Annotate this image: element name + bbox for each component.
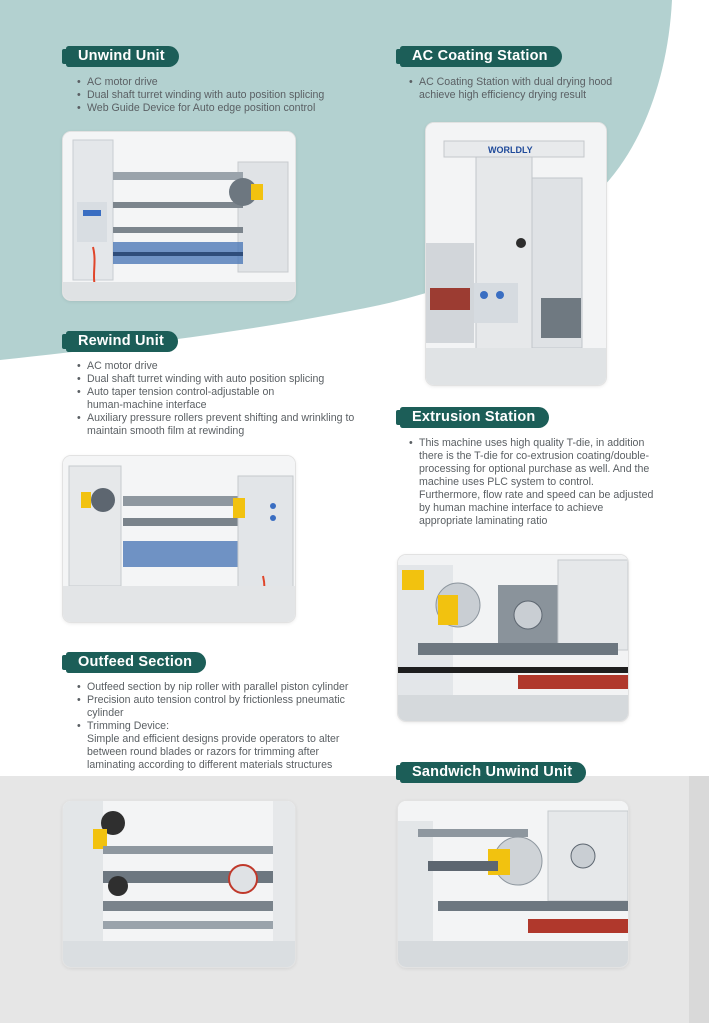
unwind-unit-photo (63, 132, 295, 300)
list-item: • Dual shaft turret winding with auto position splicing (77, 373, 367, 386)
unwind-unit-bullets (77, 76, 357, 115)
rewind-unit-title: Rewind Unit (66, 331, 178, 352)
list-item: • Web Guide Device for Auto edge position control (77, 102, 357, 115)
list-item: • AC motor drive (77, 76, 357, 89)
rewind-unit-photo (63, 456, 295, 622)
list-item: • This machine uses high quality T-die, in addition there is the T-die for co-extrusion coating/double-processing for optional purchase as well. And the machine uses PLC system to control. Furthermore, flow rate and speed can be adjusted by human machine interface to achieve appropriate laminating ratio (409, 437, 657, 528)
ac-coating-station-title: AC Coating Station (400, 46, 562, 67)
extrusion-station-bullets (409, 437, 657, 528)
sandwich-unwind-unit-photo (398, 801, 628, 967)
outfeed-section-title: Outfeed Section (66, 652, 206, 673)
outfeed-section-photo (63, 801, 295, 967)
ac-coating-station-photo (426, 123, 606, 385)
list-item: • AC motor drive (77, 360, 367, 373)
ac-coating-station-bullets (409, 76, 629, 102)
list-item: • Auto taper tension control-adjustable on human-machine interface (77, 386, 297, 412)
sandwich-unwind-unit-title: Sandwich Unwind Unit (400, 762, 586, 783)
rewind-unit-bullets (77, 360, 367, 438)
trimming-device-description: Simple and efficient designs provide operators to alter between round blades or razors for trimming after laminating according to different materials structures (87, 733, 340, 771)
list-item: • Outfeed section by nip roller with parallel piston cylinder (77, 681, 367, 694)
list-item: • Auxiliary pressure rollers prevent shifting and wrinkling to maintain smooth film at rewinding (77, 412, 367, 438)
outfeed-section-bullets (77, 681, 367, 733)
list-item: • Precision auto tension control by frictionless pneumatic cylinder (77, 694, 367, 720)
list-item: • Dual shaft turret winding with auto position splicing (77, 89, 357, 102)
extrusion-station-photo (398, 555, 628, 721)
list-item: • AC Coating Station with dual drying hood achieve high efficiency drying result (409, 76, 629, 102)
list-item: • Trimming Device: (77, 720, 367, 733)
worldly-logo-text: WORLDLY (488, 145, 533, 155)
extrusion-station-title: Extrusion Station (400, 407, 549, 428)
unwind-unit-title: Unwind Unit (66, 46, 179, 67)
gray-side-strip (689, 776, 709, 1023)
